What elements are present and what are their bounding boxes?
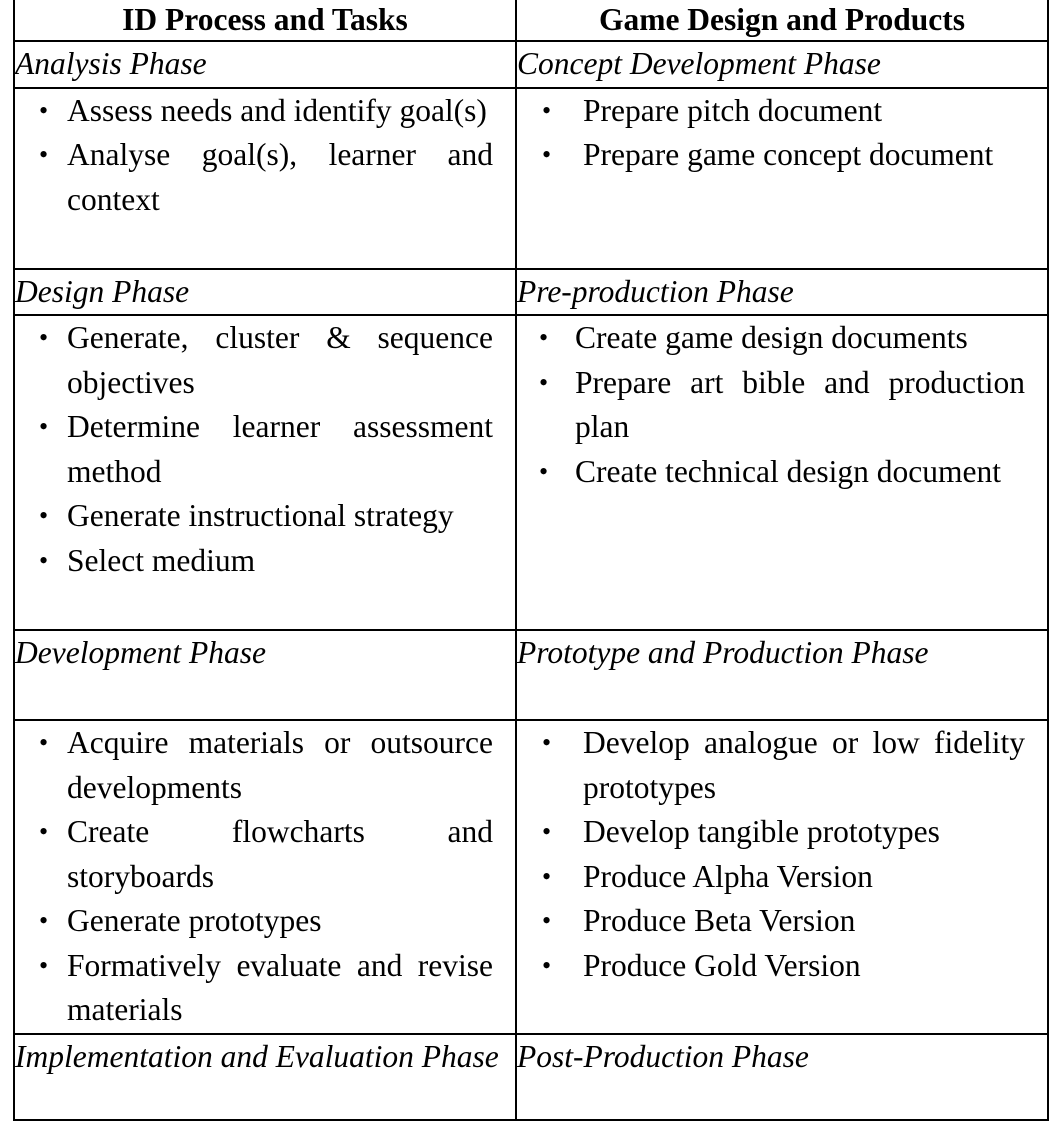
bullet-icon: • — [39, 545, 49, 575]
prototype-tasks-cell — [516, 720, 1048, 1034]
list-item — [517, 89, 1047, 134]
task-text: Create game design documents — [575, 320, 968, 355]
bullet-icon: • — [39, 950, 49, 980]
task-text: Produce Gold Version — [583, 947, 861, 983]
list-item — [15, 89, 515, 134]
phase-prototype-production: Prototype and Production Phase — [516, 630, 1048, 720]
bullet-icon: • — [39, 906, 49, 935]
list-item — [15, 810, 515, 899]
task-text: Prepare art bible and production plan — [575, 364, 1025, 444]
task-text: Develop tangible prototypes — [583, 814, 940, 849]
list-item — [517, 721, 1047, 810]
phase-concept-development: Concept Development Phase — [516, 41, 1048, 88]
design-task-list — [15, 316, 515, 583]
list-item — [517, 899, 1047, 944]
concept-task-list — [517, 89, 1047, 178]
tasks-row — [14, 315, 1048, 630]
task-text: Analyse goal(s), learner and context — [67, 137, 493, 217]
task-text: Formatively evaluate and revise materials — [67, 947, 493, 1027]
bullet-icon: • — [39, 95, 49, 125]
phase-design: Design Phase — [14, 269, 516, 316]
list-item — [15, 133, 515, 222]
task-text: Select medium — [67, 542, 256, 578]
task-text: Produce Beta Version — [583, 903, 856, 938]
task-text: Develop analogue or low fidelity prototypes — [583, 725, 1025, 805]
list-item — [15, 316, 515, 405]
task-text: Produce Alpha Version — [583, 858, 873, 894]
header-game-design: Game Design and Products — [516, 0, 1048, 41]
task-text: Generate instructional strategy — [67, 498, 454, 533]
bullet-icon: • — [39, 728, 49, 757]
tasks-row — [14, 88, 1048, 269]
task-text: Determine learner assessment method — [67, 409, 493, 489]
phase-pre-production: Pre-production Phase — [516, 269, 1048, 316]
task-text: Generate, cluster & sequence objectives — [67, 320, 493, 400]
phase-implementation-evaluation: Implementation and Evaluation Phase — [14, 1034, 516, 1120]
design-tasks-cell — [14, 315, 516, 630]
bullet-icon: • — [542, 861, 552, 891]
task-text: Acquire materials or outsource developments — [67, 725, 493, 805]
task-text: Prepare pitch document — [583, 92, 883, 128]
bullet-icon: • — [539, 367, 549, 397]
phase-row — [14, 41, 1048, 88]
id-vs-game-design-table — [13, 0, 1049, 1121]
bullet-icon: • — [539, 456, 549, 486]
bullet-icon: • — [39, 501, 49, 530]
phase-analysis: Analysis Phase — [14, 41, 516, 88]
list-item — [15, 405, 515, 494]
bullet-icon: • — [39, 817, 49, 846]
analysis-tasks-cell — [14, 88, 516, 269]
list-item — [517, 810, 1047, 855]
bullet-icon: • — [39, 412, 49, 441]
pre-production-task-list — [517, 316, 1047, 494]
pre-production-tasks-cell — [516, 315, 1048, 630]
development-tasks-cell — [14, 720, 516, 1034]
prototype-task-list — [517, 721, 1047, 988]
list-item — [517, 450, 1047, 495]
tasks-row — [14, 720, 1048, 1034]
analysis-task-list — [15, 89, 515, 223]
concept-tasks-cell — [516, 88, 1048, 269]
development-task-list — [15, 721, 515, 1033]
task-text: Generate prototypes — [67, 903, 322, 938]
task-text: Prepare game concept document — [583, 137, 994, 172]
list-item — [517, 361, 1047, 450]
task-text: Create technical design document — [575, 453, 1001, 489]
bullet-icon: • — [39, 140, 49, 169]
list-item — [517, 133, 1047, 178]
bullet-icon: • — [542, 950, 552, 980]
phase-row — [14, 1034, 1048, 1120]
list-item — [15, 944, 515, 1033]
phase-row — [14, 630, 1048, 720]
phase-development: Development Phase — [14, 630, 516, 720]
task-text: Create flowcharts and storyboards — [67, 814, 493, 894]
list-item — [517, 944, 1047, 989]
bullet-icon: • — [542, 817, 552, 846]
task-text: Assess needs and identify goal(s) — [67, 92, 487, 128]
list-item — [15, 539, 515, 584]
list-item — [15, 899, 515, 944]
list-item — [517, 316, 1047, 361]
list-item — [15, 721, 515, 810]
bullet-icon: • — [542, 140, 552, 169]
header-id-process: ID Process and Tasks — [14, 0, 516, 41]
list-item — [517, 855, 1047, 900]
phase-row — [14, 269, 1048, 316]
bullet-icon: • — [39, 323, 49, 352]
phase-post-production: Post-Production Phase — [516, 1034, 1048, 1120]
bullet-icon: • — [542, 906, 552, 935]
bullet-icon: • — [542, 728, 552, 757]
header-row — [14, 0, 1048, 41]
bullet-icon: • — [539, 323, 549, 352]
list-item — [15, 494, 515, 539]
bullet-icon: • — [542, 95, 552, 125]
